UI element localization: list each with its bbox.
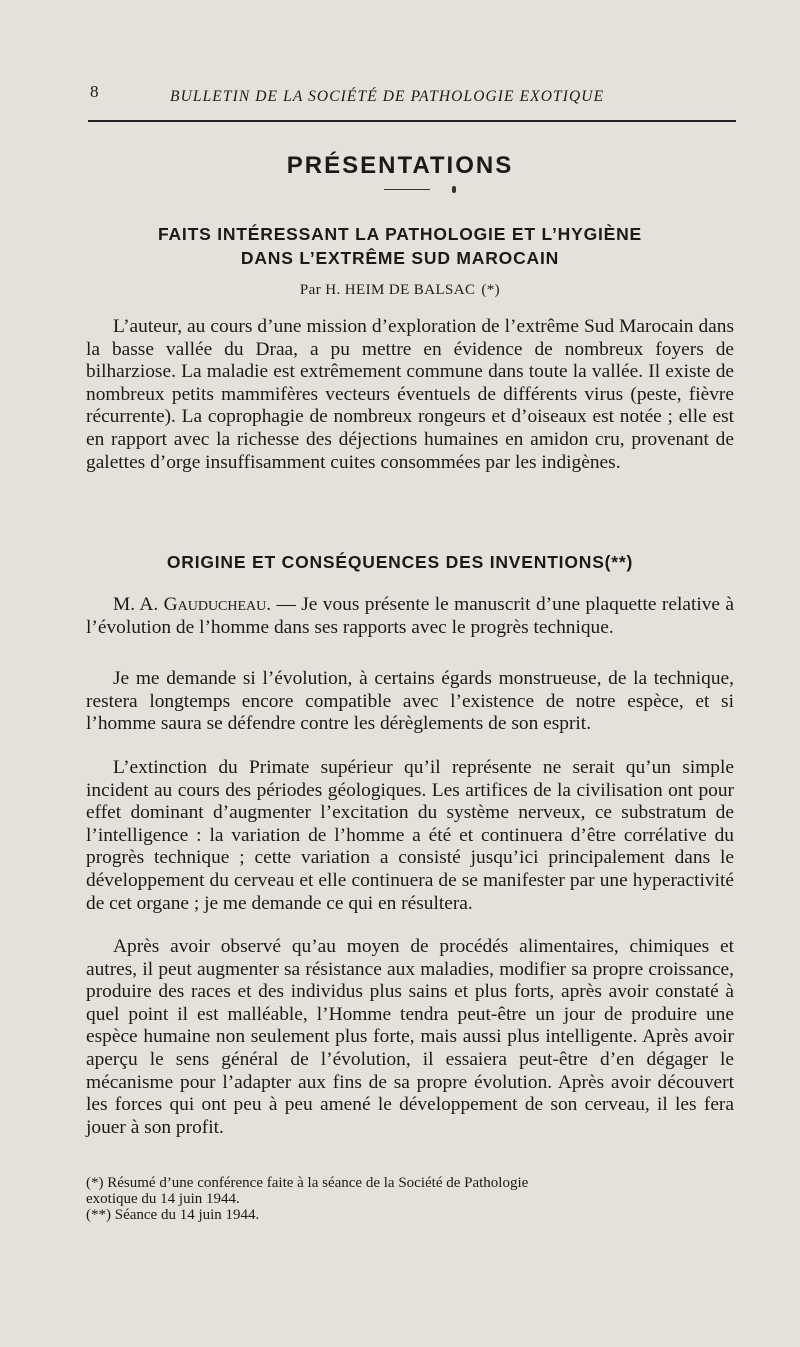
article2-paragraph2: Je me demande si l’évolution, à certains égards monstrueuse, de la technique, restera longtemps encore compatible avec l’existence de notre espèce, et si l’homme saura se défendre contre les dérèglements de son esprit. [86, 668, 734, 735]
footnote-2: (**) Séance du 14 juin 1944. [86, 1207, 260, 1223]
article2-paragraph1 [86, 594, 734, 639]
ornament-rule [384, 189, 430, 190]
article1-paragraph: L’auteur, au cours d’une mission d’exploration de l’extrême Sud Marocain dans la basse vallée du Draa, a pu mettre en évidence de nombreux foyers de bilharziose. La maladie est extrêmement commune dans toute la vallée. Il existe de nombreux petits mammifères vecteurs éventuels de différents virus (peste, fièvre récurrente). La coprophagie de nombreux rongeurs et d’oiseaux est notée ; elle est en rapport avec la richesse des déjections humaines en amidon cru, provenant de galettes d’orge insuffisamment cuites consommées par les indigènes. [86, 316, 734, 473]
article2-paragraph1-text: — Je vous présente le manuscrit d’une plaquette relative à l’évolution de l’homme dans ses rapports avec le progrès technique. [86, 594, 735, 638]
article2-paragraph4: Après avoir observé qu’au moyen de procédés alimentaires, chimiques et autres, il peut augmenter sa résistance aux maladies, modifier sa propre croissance, produire des races et des individus plus sains et plus forts, après avoir constaté à quel point il est malléable, l’Homme tendra peut-être un jour de produire une espèce humaine non seulement plus forte, mais aussi plus intelligente. Après avoir aperçu le sens général de l’évolution, il essaiera peut-être d’en dégager le mécanisme pour l’adapter aux fins de sa propre évolution. Après avoir découvert les forces qui ont peu à peu amené le développement de son cerveau, il les fera jouer à son profit. [86, 936, 734, 1138]
byline-footnote-ref: (*) [481, 282, 501, 298]
speaker-name: M. A. Gauducheau. [113, 594, 272, 615]
section-title: PRÉSENTATIONS [286, 152, 514, 179]
footnote-1-line1: (*) Résumé d’une conférence faite à la séance de la Société de Pathologie [86, 1175, 529, 1191]
footnote-1-line2: exotique du 14 juin 1944. [86, 1191, 240, 1207]
header-rule [88, 120, 736, 122]
byline-author: Par H. HEIM DE BALSAC [299, 282, 476, 298]
article1-byline [0, 282, 800, 299]
footnotes [86, 1175, 734, 1223]
article1-title-line2: DANS L’EXTRÊME SUD MAROCAIN [240, 248, 560, 268]
article2-title-text: ORIGINE ET CONSÉQUENCES DES INVENTIONS [166, 552, 605, 572]
article1-title-line1: FAITS INTÉRESSANT LA PATHOLOGIE ET L’HYGIÈNE [157, 224, 643, 244]
article2-paragraph3: L’extinction du Primate supérieur qu’il représente ne serait qu’un simple incident au cours des périodes géologiques. Les artifices de la civilisation ont pour effet dominant d’augmenter l’excitation du système nerveux, ce substratum de l’intelligence : la variation de l’homme a été et continuera d’être corrélative du progrès technique ; cette variation a consisté jusqu’ici principalement dans le développement du cerveau et elle continuera de se manifester par une hyperactivité de cet organe ; je me demande ce qui en résultera. [86, 757, 734, 914]
page-number: 8 [90, 82, 99, 101]
running-title: BULLETIN DE LA SOCIÉTÉ DE PATHOLOGIE EXOTIQUE [170, 88, 605, 105]
article2-title [0, 552, 800, 573]
ornament-dot [452, 186, 456, 193]
article1-title [0, 222, 800, 270]
article2-footnote-ref: (**) [604, 552, 634, 572]
